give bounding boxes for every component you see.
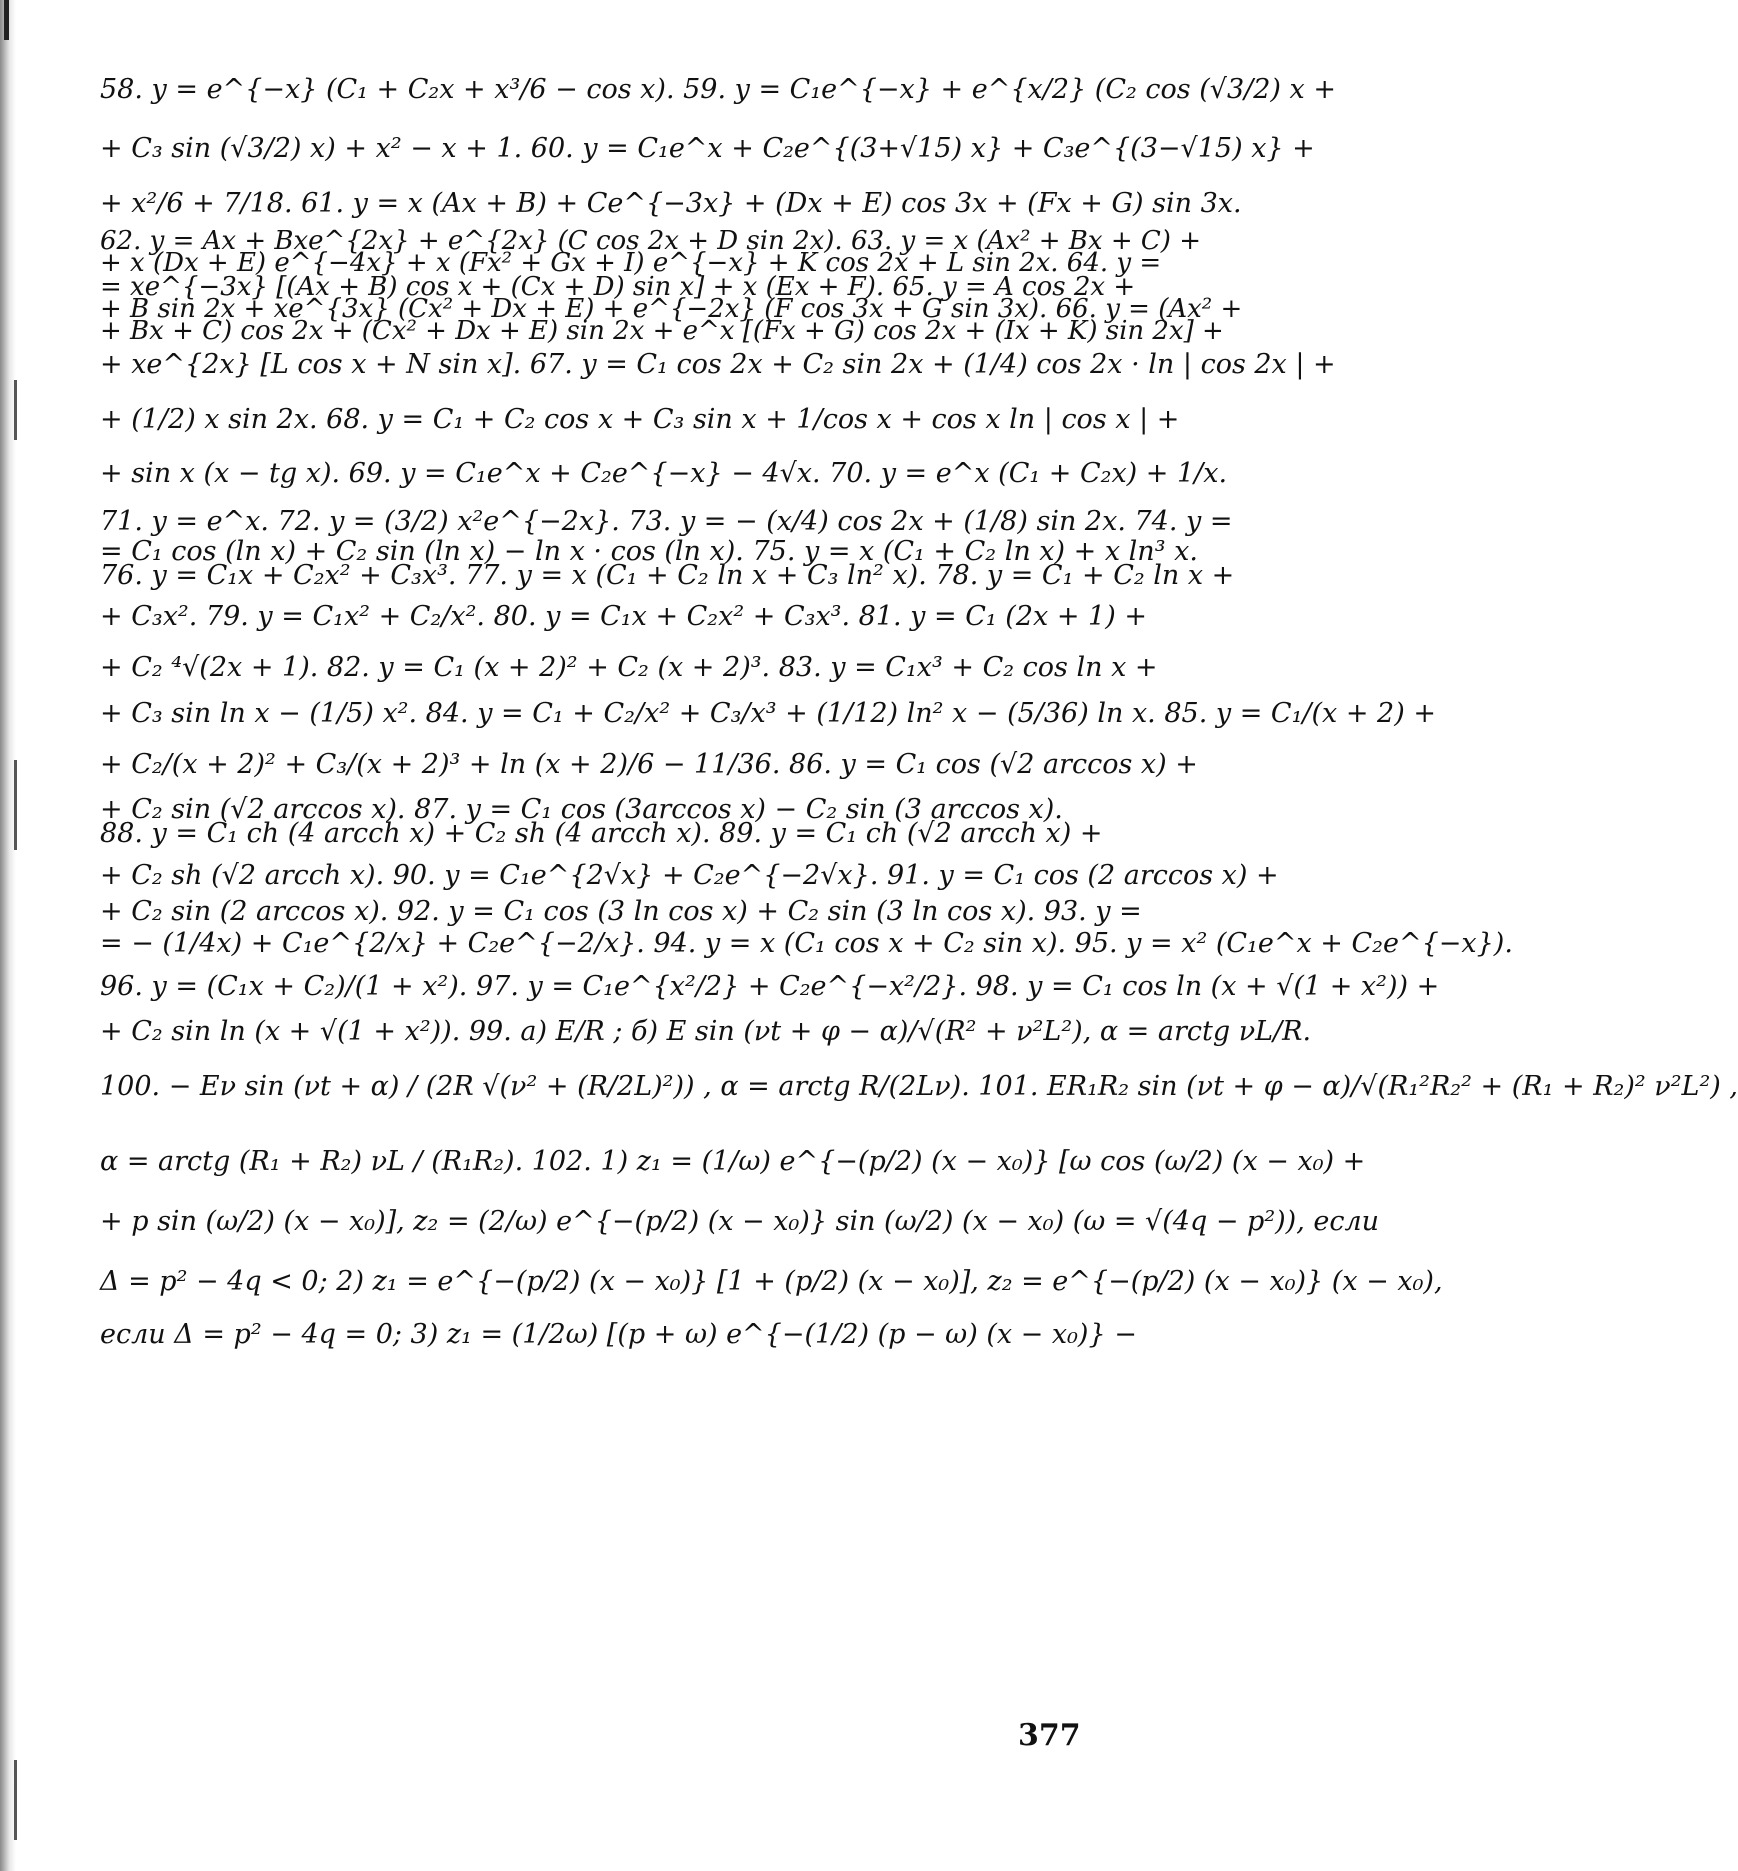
- answer-line: 96. y = (C₁x + C₂)/(1 + x²). 97. y = C₁e^{x²/2} + C₂e^{−x²/2}. 98. y = C₁ cos ln (x + √(1 + x²)) +: [100, 971, 1440, 1002]
- answer-line: если Δ = p² − 4q = 0; 3) z₁ = (1/2ω) [(p + ω) e^{−(1/2) (p − ω) (x − x₀)} −: [100, 1319, 1137, 1350]
- answers-text-block: [100, 68, 1738, 1788]
- answer-line: 88. y = C₁ ch (4 arcch x) + C₂ sh (4 arcch x). 89. y = C₁ ch (√2 arcch x) +: [100, 818, 1103, 849]
- answer-line: + B sin 2x + xe^{3x} (Cx² + Dx + E) + e^{−2x} (F cos 3x + G sin 3x). 66. y = (Ax² +: [100, 294, 1243, 324]
- answer-line: α = arctg (R₁ + R₂) νL / (R₁R₂). 102. 1) z₁ = (1/ω) e^{−(p/2) (x − x₀)} [ω cos (ω/2) (x − x₀) +: [100, 1146, 1366, 1177]
- answer-line: 100. − Eν sin (νt + α) / (2R √(ν² + (R/2L)²)) , α = arctg R/(2Lν). 101. ER₁R₂ sin (νt + φ − α)/√(R₁²R₂² + (R₁ + R₂)² ν²L²) ,: [100, 1071, 1738, 1102]
- answer-line: + C₂ sh (√2 arcch x). 90. y = C₁e^{2√x} + C₂e^{−2√x}. 91. y = C₁ cos (2 arccos x) +: [100, 860, 1279, 891]
- scan-edge: [0, 0, 16, 1871]
- answer-line: + C₂ sin (√2 arccos x). 87. y = C₁ cos (3arccos x) − C₂ sin (3 arccos x).: [100, 794, 1063, 825]
- answer-line: + C₃x². 79. y = C₁x² + C₂/x². 80. y = C₁x + C₂x² + C₃x³. 81. y = C₁ (2x + 1) +: [100, 601, 1147, 632]
- answer-line: + Bx + C) cos 2x + (Cx² + Dx + E) sin 2x + e^x [(Fx + G) cos 2x + (Ix + K) sin 2x] +: [100, 316, 1224, 346]
- scan-artifact: [14, 380, 17, 440]
- answer-line: + sin x (x − tg x). 69. y = C₁e^x + C₂e^{−x} − 4√x. 70. y = e^x (C₁ + C₂x) + 1/x.: [100, 458, 1228, 489]
- answer-line: 71. y = e^x. 72. y = (3/2) x²e^{−2x}. 73. y = − (x/4) cos 2x + (1/8) sin 2x. 74. y =: [100, 506, 1233, 537]
- scan-artifact: [14, 1760, 17, 1840]
- answer-line: + (1/2) x sin 2x. 68. y = C₁ + C₂ cos x + C₃ sin x + 1/cos x + cos x ln | cos x | +: [100, 404, 1180, 435]
- answer-line: + C₃ sin (√3/2) x) + x² − x + 1. 60. y = C₁e^x + C₂e^{(3+√15) x} + C₃e^{(3−√15) x} +: [100, 133, 1315, 164]
- answer-line: + x (Dx + E) e^{−4x} + x (Fx² + Gx + I) e^{−x} + K cos 2x + L sin 2x. 64. y =: [100, 248, 1162, 278]
- answer-line: Δ = p² − 4q < 0; 2) z₁ = e^{−(p/2) (x − x₀)} [1 + (p/2) (x − x₀)], z₂ = e^{−(p/2) (x − x₀)} (x − x₀),: [100, 1266, 1443, 1297]
- answer-line: = xe^{−3x} [(Ax + B) cos x + (Cx + D) sin x] + x (Ex + F). 65. y = A cos 2x +: [100, 272, 1136, 302]
- scan-artifact: [4, 0, 9, 40]
- answer-line: + C₂ sin ln (x + √(1 + x²)). 99. а) E/R ; б) E sin (νt + φ − α)/√(R² + ν²L²), α = arctg νL/R.: [100, 1016, 1312, 1047]
- answer-line: + C₂ sin (2 arccos x). 92. y = C₁ cos (3 ln cos x) + C₂ sin (3 ln cos x). 93. y =: [100, 896, 1142, 927]
- answer-line: + C₂/(x + 2)² + C₃/(x + 2)³ + ln (x + 2)/6 − 11/36. 86. y = C₁ cos (√2 arccos x) +: [100, 749, 1198, 780]
- answer-line: 76. y = C₁x + C₂x² + C₃x³. 77. y = x (C₁ + C₂ ln x + C₃ ln² x). 78. y = C₁ + C₂ ln x +: [100, 560, 1235, 591]
- answer-line: + C₃ sin ln x − (1/5) x². 84. y = C₁ + C₂/x² + C₃/x³ + (1/12) ln² x − (5/36) ln x. 85. y = C₁/(x + 2) +: [100, 698, 1436, 729]
- answer-line: + C₂ ⁴√(2x + 1). 82. y = C₁ (x + 2)² + C₂ (x + 2)³. 83. y = C₁x³ + C₂ cos ln x +: [100, 652, 1158, 683]
- answer-line: + x²/6 + 7/18. 61. y = x (Ax + B) + Ce^{−3x} + (Dx + E) cos 3x + (Fx + G) sin 3x.: [100, 188, 1242, 219]
- answer-line: + p sin (ω/2) (x − x₀)], z₂ = (2/ω) e^{−(p/2) (x − x₀)} sin (ω/2) (x − x₀) (ω = √(4q − p²)), если: [100, 1206, 1380, 1237]
- answer-line: 58. y = e^{−x} (C₁ + C₂x + x³/6 − cos x). 59. y = C₁e^{−x} + e^{x/2} (C₂ cos (√3/2) x +: [100, 74, 1336, 105]
- answer-line: + xe^{2x} [L cos x + N sin x]. 67. y = C₁ cos 2x + C₂ sin 2x + (1/4) cos 2x · ln | cos 2x | +: [100, 349, 1336, 380]
- scan-artifact: [14, 760, 17, 850]
- page-number: 377: [1018, 1718, 1081, 1753]
- answer-line: = − (1/4x) + C₁e^{2/x} + C₂e^{−2/x}. 94. y = x (C₁ cos x + C₂ sin x). 95. y = x² (C₁e^x + C₂e^{−x}).: [100, 928, 1513, 959]
- answer-line: 62. y = Ax + Bxe^{2x} + e^{2x} (C cos 2x + D sin 2x). 63. y = x (Ax² + Bx + C) +: [100, 226, 1201, 256]
- answer-line: = C₁ cos (ln x) + C₂ sin (ln x) − ln x · cos (ln x). 75. y = x (C₁ + C₂ ln x) + x ln³ x.: [100, 536, 1198, 567]
